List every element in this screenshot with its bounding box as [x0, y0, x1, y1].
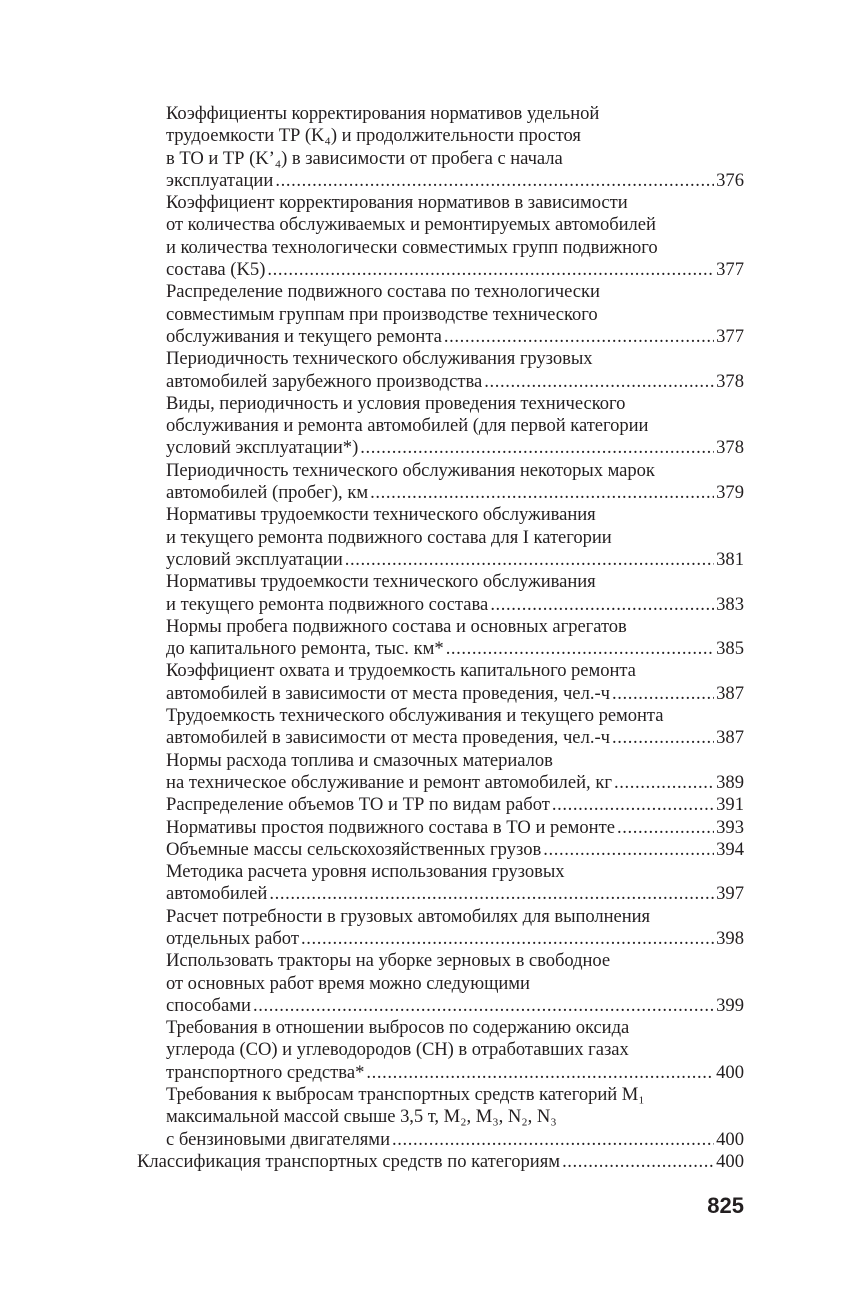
toc-entry-title: обслуживания и текущего ремонта — [166, 325, 442, 347]
toc-entry-last-line — [137, 1151, 744, 1173]
toc-entry-title: автомобилей в зависимости от места проведения, чел.-ч — [166, 682, 611, 704]
toc-entry-title: на техническое обслуживание и ремонт автомобилей, кг — [166, 771, 612, 793]
toc-entry[interactable] — [137, 660, 744, 705]
toc-entry-last-line — [166, 995, 744, 1017]
page-number[interactable]: 377 — [716, 325, 744, 347]
folio-page-number: 825 — [707, 1193, 744, 1218]
toc-entry-title: автомобилей в зависимости от места проведения, чел.-ч — [166, 727, 611, 749]
toc-entry-line: трудоемкости ТР (K₄) и продолжительности простоя — [166, 125, 581, 147]
toc-entry-line: и количества технологически совместимых групп подвижного — [166, 236, 658, 258]
toc-entry[interactable] — [137, 616, 744, 661]
toc-entry-line: Трудоемкость технического обслуживания и текущего ремонта — [166, 705, 664, 727]
toc-entry[interactable] — [137, 571, 744, 616]
dot-leader — [392, 1129, 714, 1151]
page-number[interactable]: 397 — [716, 883, 744, 905]
toc-entry-title: Объемные массы сельскохозяйственных грузов — [166, 838, 542, 860]
toc-entry[interactable] — [137, 504, 744, 571]
page-number[interactable]: 398 — [716, 927, 744, 949]
table-of-contents — [137, 103, 744, 1173]
page-number[interactable]: 385 — [716, 638, 744, 660]
toc-entry-title: автомобилей — [166, 883, 268, 905]
toc-entry-last-line — [166, 683, 744, 705]
page-number[interactable]: 400 — [716, 1128, 744, 1150]
page-number[interactable]: 377 — [716, 259, 744, 281]
toc-entry-title: состава (K5) — [166, 259, 266, 281]
toc-entry[interactable] — [137, 281, 744, 348]
dot-leader — [612, 683, 714, 705]
toc-entry-title: условий эксплуатации — [166, 548, 343, 570]
dot-leader — [269, 883, 714, 905]
toc-entry-line: совместимым группам при производстве технического — [166, 303, 598, 325]
toc-entry-top-level[interactable] — [137, 1151, 744, 1173]
dot-leader — [614, 772, 714, 794]
toc-entry-line: Нормативы трудоемкости технического обслуживания — [166, 504, 596, 526]
toc-entry-line: и текущего ремонта подвижного состава для I категории — [166, 526, 612, 548]
page-number[interactable]: 391 — [716, 794, 744, 816]
toc-entry[interactable] — [137, 103, 744, 192]
dot-leader — [543, 839, 714, 861]
toc-entry-line: в ТО и ТР (K’₄) в зависимости от пробега с начала — [166, 147, 563, 169]
page-number[interactable]: 378 — [716, 437, 744, 459]
toc-entry[interactable] — [137, 192, 744, 281]
toc-entry-title: и текущего ремонта подвижного состава — [166, 593, 489, 615]
toc-entry-last-line — [166, 638, 744, 660]
toc-entry[interactable] — [137, 839, 744, 861]
toc-entry-last-line — [166, 794, 744, 816]
page-number[interactable]: 394 — [716, 838, 744, 860]
toc-entry-title: отдельных работ — [166, 927, 299, 949]
toc-entry-last-line — [166, 883, 744, 905]
toc-entry-title: способами — [166, 994, 251, 1016]
dot-leader — [360, 437, 714, 459]
toc-entry-title: Нормативы простоя подвижного состава в ТО и ремонте — [166, 816, 616, 838]
toc-entry-last-line — [166, 1062, 744, 1084]
dot-leader — [490, 594, 714, 616]
toc-entry-last-line — [166, 371, 744, 393]
toc-entry-line: Использовать тракторы на уборке зерновых в свободное — [166, 950, 611, 972]
toc-entry-title: с бензиновыми двигателями — [166, 1128, 391, 1150]
toc-entry[interactable] — [137, 817, 744, 839]
toc-entry-line: от основных работ время можно следующими — [166, 972, 530, 994]
toc-entry[interactable] — [137, 861, 744, 906]
toc-entry[interactable] — [137, 348, 744, 393]
page-number[interactable]: 393 — [716, 816, 744, 838]
toc-entry-title: автомобилей (пробег), км — [166, 482, 369, 504]
toc-entry-line: Нормы расхода топлива и смазочных материалов — [166, 749, 553, 771]
toc-entry-title: транспортного средства* — [166, 1061, 365, 1083]
toc-entry-last-line — [166, 1129, 744, 1151]
toc-entry-line: Коэффициент охвата и трудоемкость капитального ремонта — [166, 660, 636, 682]
dot-leader — [484, 371, 714, 393]
toc-entry[interactable] — [137, 705, 744, 750]
toc-entry-line: Распределение подвижного состава по технологически — [166, 281, 600, 303]
page-number[interactable]: 387 — [716, 682, 744, 704]
page-number[interactable]: 400 — [716, 1061, 744, 1083]
dot-leader — [267, 259, 714, 281]
dot-leader — [617, 817, 714, 839]
dot-leader — [345, 549, 714, 571]
dot-leader — [446, 638, 714, 660]
dot-leader — [562, 1151, 714, 1173]
toc-entry-line: Методика расчета уровня использования грузовых — [166, 861, 565, 883]
toc-entry[interactable] — [137, 1017, 744, 1084]
toc-entry-line: Коэффициенты корректирования нормативов удельной — [166, 103, 600, 124]
dot-leader — [444, 326, 714, 348]
page-number[interactable]: 376 — [716, 169, 744, 191]
toc-entry-title: Распределение объемов ТО и ТР по видам работ — [166, 794, 550, 816]
page-number[interactable]: 383 — [716, 593, 744, 615]
dot-leader — [366, 1062, 714, 1084]
toc-entry-last-line — [166, 549, 744, 571]
page-number[interactable]: 387 — [716, 727, 744, 749]
toc-entry-last-line — [166, 817, 744, 839]
toc-entry-line: максимальной массой свыше 3,5 т, M₂, M₃, N₂, N₃ — [166, 1106, 557, 1128]
dot-leader — [275, 170, 714, 192]
toc-entry-line: Нормативы трудоемкости технического обслуживания — [166, 571, 596, 593]
toc-entry-title: Классификация транспортных средств по категориям — [137, 1150, 561, 1172]
dot-leader — [370, 482, 714, 504]
toc-entry-title: условий эксплуатации*) — [166, 437, 359, 459]
toc-entry-last-line — [166, 170, 744, 192]
toc-entry[interactable] — [137, 906, 744, 951]
toc-entry[interactable] — [137, 460, 744, 505]
toc-entry-line: Нормы пробега подвижного состава и основных агрегатов — [166, 615, 627, 637]
toc-entry-line: обслуживания и ремонта автомобилей (для первой категории — [166, 415, 649, 437]
toc-entry-line: Требования к выбросам транспортных средств категорий M₁ — [166, 1084, 645, 1106]
toc-entry-last-line — [166, 839, 744, 861]
page-number[interactable]: 378 — [716, 370, 744, 392]
toc-entry-line: Виды, периодичность и условия проведения технического — [166, 392, 626, 414]
dot-leader — [301, 928, 714, 950]
toc-entry-line: Периодичность технического обслуживания некоторых марок — [166, 459, 655, 481]
page-number[interactable]: 389 — [716, 771, 744, 793]
toc-entry[interactable] — [137, 393, 744, 460]
toc-entry-title: эксплуатации — [166, 169, 274, 191]
dot-leader — [612, 727, 714, 749]
toc-entry-last-line — [166, 594, 744, 616]
toc-entry-last-line — [166, 259, 744, 281]
toc-entry-last-line — [166, 437, 744, 459]
toc-entry-line: Требования в отношении выбросов по содержанию оксида — [166, 1017, 630, 1039]
toc-entry-line: Периодичность технического обслуживания грузовых — [166, 348, 593, 370]
toc-entry-line: углерода (СО) и углеводородов (СН) в отработавших газах — [166, 1039, 629, 1061]
dot-leader — [253, 995, 714, 1017]
toc-entry-last-line — [166, 928, 744, 950]
toc-entry[interactable] — [137, 1084, 744, 1151]
page-number[interactable]: 399 — [716, 994, 744, 1016]
dot-leader — [552, 794, 714, 816]
toc-entry-line: Коэффициент корректирования нормативов в зависимости — [166, 192, 628, 214]
toc-entry-last-line — [166, 326, 744, 348]
page-number[interactable]: 381 — [716, 548, 744, 570]
toc-entry-last-line — [166, 727, 744, 749]
toc-entry[interactable] — [137, 750, 744, 795]
toc-entry-title: автомобилей зарубежного производства — [166, 370, 483, 392]
page-number[interactable]: 379 — [716, 482, 744, 504]
toc-entry-last-line — [166, 772, 744, 794]
page-number[interactable]: 400 — [716, 1150, 744, 1172]
toc-entry-title: до капитального ремонта, тыс. км* — [166, 638, 444, 660]
toc-entry-last-line — [166, 482, 744, 504]
toc-entry[interactable] — [137, 794, 744, 816]
toc-entry[interactable] — [137, 950, 744, 1017]
toc-entry-line: Расчет потребности в грузовых автомобилях для выполнения — [166, 905, 651, 927]
toc-entry-line: от количества обслуживаемых и ремонтируемых автомобилей — [166, 214, 656, 236]
